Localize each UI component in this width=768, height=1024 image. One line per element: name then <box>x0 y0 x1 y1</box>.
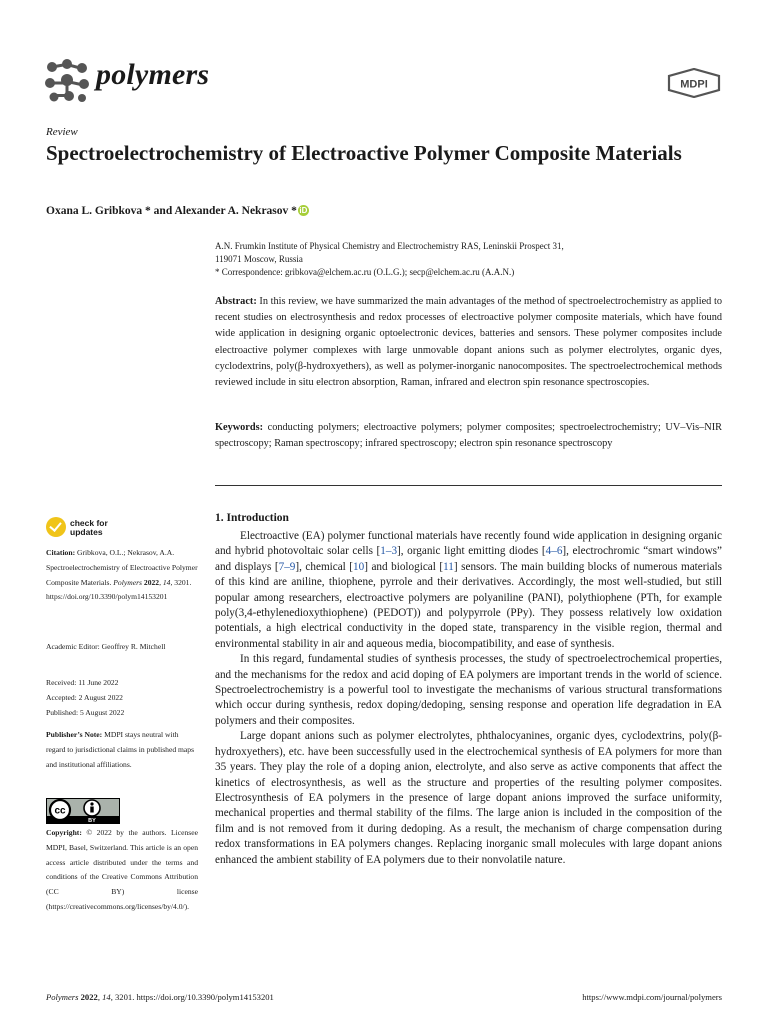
text-run: ], chemical [ <box>295 560 354 573</box>
paragraph <box>215 529 722 652</box>
keywords <box>215 420 722 452</box>
check-line: check for <box>70 518 108 528</box>
text-run: ] and biological [ <box>364 560 444 573</box>
reference-link[interactable]: 1–3 <box>380 545 398 558</box>
citation: Citation: Gribkova, O.L.; Nekrasov, A.A. Spectroelectrochemistry of Electroactive Polymer Composite Materials. Polymers 2022, 14, 3201. https://doi.org/10.3390/polym14153201 <box>46 548 198 602</box>
publisher-name: MDPI <box>680 78 708 91</box>
abstract-label: Abstract: <box>215 296 257 307</box>
check-for-updates-label <box>70 519 108 537</box>
footer-volume: 14 <box>102 992 111 1002</box>
publisher-note <box>46 728 198 772</box>
citation-journal: Polymers <box>113 577 142 587</box>
paragraph: Large dopant anions such as polymer electrolytes, phthalocyanines, organic dyes, cyclodextrins, poly(β-hydroxyethers), etc. have been successfully used in the electrochemical synthesis of EA polymers for more than 35 years. They play the role of a doping anion, electrolyte, and also serve as active components that affect the kinetics of electrosynthesis, as well as the structure and properties of the resulting polymer composites. Electrosynthesis of EA polymers in the presence of large dopant anions improved the surface uniformity, mechanical properties and thermal stability of the films. The large anion is included in the composition of the film and is not removed from it during dedoping. As a result, the mechanism of charge compensation during redox transformations in EA polymers changes. Replacing inorganic small molecules with large dopant anions enhanced the ambient stability of EA polymers due to their nonvolatile nature. <box>215 730 722 866</box>
affiliation-block <box>215 240 735 279</box>
article-title: Spectroelectrochemistry of Electroactive Polymer Composite Materials <box>46 141 682 165</box>
citation-label: Citation: <box>46 548 76 557</box>
footer-journal: Polymers <box>46 992 79 1002</box>
section-heading: 1. Introduction <box>215 512 289 524</box>
mdpi-logo-icon <box>666 68 722 98</box>
section-divider <box>215 485 722 486</box>
date-accepted: Accepted: 2 August 2022 <box>46 692 123 702</box>
article-type: Review <box>46 126 78 138</box>
date-received: Received: 11 June 2022 <box>46 678 119 687</box>
publisher-note-label: Publisher’s Note: <box>46 730 103 739</box>
copyright-label: Copyright: <box>46 828 82 837</box>
publisher-note-text: MDPI stays neutral with regard to jurisdictional claims in published maps and institutional affiliations. <box>46 730 195 769</box>
academic-editor: Academic Editor: Geoffrey R. Mitchell <box>46 642 166 651</box>
text-run: Electroactive (EA) polymer functional materials have recently found wide application in designing organic and hybrid photovoltaic solar cells [ <box>215 530 722 558</box>
journal-name: polymers <box>96 58 210 91</box>
reference-link[interactable]: 7–9 <box>278 560 296 573</box>
paragraph: In this regard, fundamental studies of synthesis processes, the study of spectroelectrochemical properties, and the mechanisms for the redox and acid doping of EA polymers are important trends in the world of science. Spectroelectrochemistry is a powerful tool to investigate the mechanisms of various structural transformations which occur during synthesis, redox doping/dedoping, sensing response and operation life degradation in EA polymers and their composites. <box>215 653 722 727</box>
affiliation-line: A.N. Frumkin Institute of Physical Chemistry and Electrochemistry RAS, Leninskii Prospect 31, <box>215 241 564 251</box>
text-run: ], organic light emitting diodes [ <box>397 545 546 558</box>
affiliation-line: 119071 Moscow, Russia <box>215 254 303 264</box>
svg-text:cc: cc <box>54 805 66 817</box>
date-published: Published: 5 August 2022 <box>46 707 125 717</box>
footer-year: 2022 <box>80 992 98 1002</box>
citation-year: 2022 <box>143 577 160 587</box>
abstract <box>215 294 722 391</box>
citation-volume: 14 <box>162 577 171 587</box>
journal-logo-icon <box>44 58 90 102</box>
copyright-text: © 2022 by the authors. Licensee MDPI, Basel, Switzerland. This article is an open access article distributed under the terms and conditions of the Creative Commons Attribution (CC BY) license (https://creativecommons.org/licenses/by/4.0/). <box>46 828 198 911</box>
keywords-text: conducting polymers; electroactive polymers; polymer composites; spectroelectrochemistry; UV–Vis–NIR spectroscopy; Raman spectroscopy; infrared spectroscopy; electron spin resonance spectroscopy <box>215 422 723 450</box>
publication-dates <box>46 676 198 720</box>
check-for-updates-button[interactable] <box>46 517 136 541</box>
correspondence: * Correspondence: gribkova@elchem.ac.ru (O.L.G.); secp@elchem.ac.ru (A.A.N.) <box>215 267 515 277</box>
check-for-updates-icon <box>46 517 66 537</box>
copyright-notice <box>46 826 198 915</box>
keywords-label: Keywords: <box>215 422 264 433</box>
orcid-icon[interactable]: iD <box>299 206 308 215</box>
reference-link[interactable]: 10 <box>353 560 365 573</box>
text-run: ] sensors. The main building blocks of numerous materials of this kind are aniline, thiophene, pyrrole and their derivatives. Accordingly, the most well-studied, but still popular among researchers, electroactive polymers are polyaniline (PANI), polythiophene (PTh, for example poly(3,4-ethylenedioxythiophene) (PEDOT)) and polypyrrole (PPy). They possess relatively low oxidation potentials, a high electrical conductivity in the doped state, transparency in the visible region, thermal and environmental stability in air and aqueous media, biocompatibility, and ease of synthesis. <box>215 560 723 650</box>
footer-citation: Polymers 2022, 14, 3201. https://doi.org/10.3390/polym14153201 <box>46 992 274 1002</box>
citation-text: Gribkova, O.L.; Nekrasov, A.A. Spectroelectrochemistry of Electroactive Polymer Composite Materials. <box>46 548 198 587</box>
author-list <box>46 205 309 217</box>
body-text <box>215 529 722 868</box>
text-run: ], electrochromic “smart windows” and displays [ <box>215 545 722 573</box>
cc-by-license-icon[interactable] <box>46 798 120 824</box>
footer-journal-url[interactable]: https://www.mdpi.com/journal/polymers <box>582 992 722 1002</box>
citation-doi[interactable]: , 3201. https://doi.org/10.3390/polym14153201 <box>46 577 192 602</box>
footer-doi[interactable]: , 3201. https://doi.org/10.3390/polym14153201 <box>110 992 274 1002</box>
reference-link[interactable]: 4–6 <box>545 545 563 558</box>
svg-text:BY: BY <box>88 818 96 824</box>
check-line: updates <box>70 527 103 537</box>
author-names: Oxana L. Gribkova * and Alexander A. Nekrasov * <box>46 205 297 217</box>
abstract-text: In this review, we have summarized the main advantages of the method of spectroelectrochemistry as applied to recent studies on electrosynthesis and redox processes of electroactive polymer composite materials, which have found wide application in designing organic optoelectronic devices, batteries and sensors. These polymer composites include electroactive polymer complexes with large unmovable dopant anions such as polymer electrolytes, organic dyes, cyclodextrins, poly(β-hydroxyethers), as well as polymer-inorganic nanocomposites. The spectroelectrochemical methods reviewed include in situ electron absorption, Raman, infrared and electron spin resonance spectroscopies. <box>215 296 722 389</box>
reference-link[interactable]: 11 <box>443 560 454 573</box>
